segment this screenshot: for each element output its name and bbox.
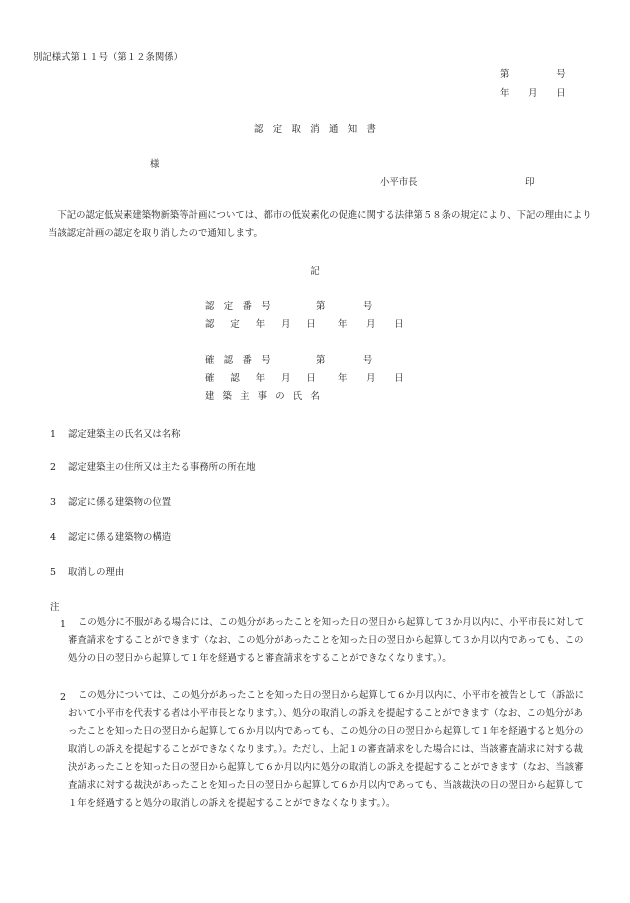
item-1-label: 認定建築主の氏名又は名称: [68, 429, 181, 440]
item-3-label: 認定に係る建築物の位置: [68, 497, 172, 508]
document-number-line: 第 号: [500, 69, 566, 80]
cert-date-value: 年 月 日: [338, 319, 404, 330]
item-3-number: 3: [50, 497, 56, 508]
item-4-label: 認定に係る建築物の構造: [68, 532, 172, 543]
document-title: 認 定 取 消 通 知 書: [254, 124, 376, 135]
seal-mark: 印: [525, 177, 535, 188]
document-date-line: 年 月 日: [500, 88, 566, 99]
conf-date-value: 年 月 日: [338, 373, 404, 384]
item-2-label: 認定建築主の住所又は主たる事務所の所在地: [68, 462, 256, 473]
conf-number-label: 確 認 番 号: [205, 355, 271, 366]
sender-name: 小平市長: [380, 177, 418, 188]
item-2-number: 2: [50, 462, 56, 473]
inspector-name-label: 建 築 主 事 の 氏 名: [205, 391, 323, 402]
cert-number-value: 第 号: [316, 301, 373, 312]
item-4-number: 4: [50, 532, 56, 543]
item-5-number: 5: [50, 567, 56, 578]
note-2-number: 2: [60, 692, 66, 703]
item-1-number: 1: [50, 429, 56, 440]
addressee-suffix: 様: [150, 159, 160, 170]
form-label: 別記様式第１１号（第１２条関係）: [33, 52, 184, 63]
note-1-number: 1: [60, 619, 66, 630]
notes-heading: 注: [50, 602, 60, 613]
item-5-label: 取消しの理由: [68, 567, 125, 578]
cert-date-label: 認 定 年 月 日: [205, 319, 323, 330]
note-1-text: この処分に不服がある場合には、この処分があったことを知った日の翌日から起算して３か月以内に、小平市長に対して審査請求をすることができます（なお、この処分があったことを知った日の翌日から起算して３か月以内であっても、この処分の日の翌日から起算して１年を経過すると審査請求をすることができなくなります。）。: [68, 617, 585, 664]
note-2-text: この処分については、この処分があったことを知った日の翌日から起算して６か月以内に、小平市を被告として（訴訟において小平市を代表する者は小平市長となります。）、処分の取消しの訴えを提起することができます（なお、この処分があったことを知った日の翌日から起算して６か月以内であっても、この処分の日の翌日から起算して１年を経過すると処分の取消しの訴えを提起することができなくなります。）。ただし、上記１の審査請求をした場合には、当該審査請求に対する裁決があったことを知った日の翌日から起算して６か月以内に処分の取消しの訴えを提起することができます（なお、当該審査請求に対する裁決があったことを知った日の翌日から起算して６か月以内であっても、当該裁決の日の翌日から起算して１年を経過すると処分の取消しの訴えを提起することができなくなります。）。: [68, 690, 584, 809]
conf-date-label: 確 認 年 月 日: [205, 373, 323, 384]
ki-heading: 記: [310, 266, 320, 277]
cert-number-label: 認 定 番 号: [205, 301, 271, 312]
conf-number-value: 第 号: [316, 355, 373, 366]
notice-body-text: 下記の認定低炭素建築物新築等計画については、都市の低炭素化の促進に関する法律第５８条の規定により、下記の理由により当該認定計画の認定を取り消したので通知します。: [48, 210, 592, 239]
